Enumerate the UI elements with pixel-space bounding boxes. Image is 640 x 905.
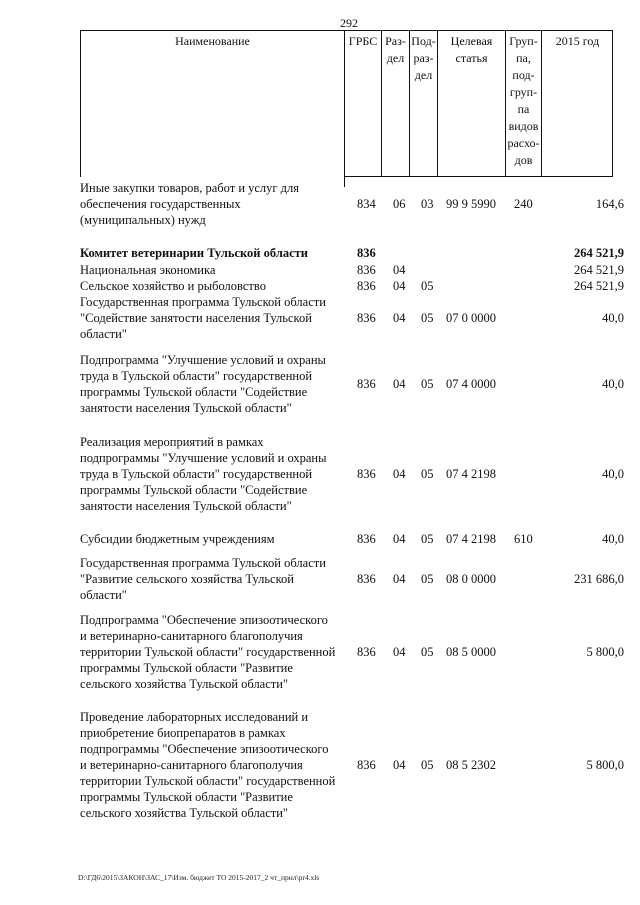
row-cs: 07 0 0000	[446, 311, 496, 325]
row-name: Национальная экономика	[80, 263, 216, 277]
row-podrazdel: 05	[421, 377, 434, 391]
row-cs: 08 0 0000	[446, 572, 496, 586]
file-path-footer: D:\ГД6\2015\ЗАКОН\ЗАС_17\Изм. бюджет ТО 2015-2017_2 чт_прил\pr4.xls	[78, 873, 320, 882]
row-sum: 264 521,9	[574, 263, 624, 277]
row-podrazdel: 05	[421, 532, 434, 546]
row-razdel: 04	[393, 572, 406, 586]
row-name: Субсидии бюджетным учреждениям	[80, 532, 275, 546]
page-number: 292	[340, 16, 358, 30]
row-name: Подпрограмма "Обеспечение эпизоотического и ветеринарно-санитарного благополучия территории Тульской области" государственной программы Тульской области "Развитие сельского хозяйства Тульской области"	[80, 613, 336, 691]
row-sum: 40,0	[602, 311, 624, 325]
row-cs: 07 4 2198	[446, 532, 496, 546]
row-podrazdel: 05	[421, 279, 434, 293]
row-sum: 264 521,9	[574, 279, 624, 293]
table-header	[80, 30, 613, 177]
row-name: Иные закупки товаров, работ и услуг для обеспечения государственных (муниципальных) нужд	[80, 181, 300, 227]
row-podrazdel: 05	[421, 572, 434, 586]
row-razdel: 06	[393, 197, 406, 211]
row-sum: 264 521,9	[574, 246, 624, 260]
row-sum: 40,0	[602, 377, 624, 391]
row-razdel: 04	[393, 467, 406, 481]
row-grbs: 836	[357, 572, 376, 586]
row-name: Реализация мероприятий в рамках подпрограммы "Улучшение условий и охраны труда в Тульской области" государственной программы Тульской области "Содействие занятости населения Тульской области"	[80, 435, 327, 513]
row-cs: 08 5 2302	[446, 758, 496, 772]
row-name: Комитет ветеринарии Тульской области	[80, 246, 308, 260]
row-grbs: 836	[357, 311, 376, 325]
row-razdel: 04	[393, 532, 406, 546]
row-grbs: 836	[357, 532, 376, 546]
row-razdel: 04	[393, 311, 406, 325]
row-name: Сельское хозяйство и рыболовство	[80, 279, 266, 293]
row-podrazdel: 05	[421, 311, 434, 325]
row-cs: 07 4 2198	[446, 467, 496, 481]
row-sum: 5 800,0	[586, 758, 624, 772]
row-razdel: 04	[393, 263, 406, 277]
row-razdel: 04	[393, 758, 406, 772]
row-grbs: 836	[357, 758, 376, 772]
row-cs: 07 4 0000	[446, 377, 496, 391]
header-bottom-border	[344, 176, 613, 177]
row-cs: 08 5 0000	[446, 645, 496, 659]
row-razdel: 04	[393, 279, 406, 293]
row-sum: 40,0	[602, 467, 624, 481]
header-right-border	[612, 30, 613, 177]
row-grbs: 836	[357, 263, 376, 277]
row-grbs: 836	[357, 279, 376, 293]
row-sum: 164,6	[595, 197, 624, 211]
row-grbs: 836	[357, 246, 376, 260]
header-podrazdel: Под- раз- дел	[409, 30, 437, 177]
row-name: Государственная программа Тульской области "Содействие занятости населения Тульской области"	[80, 295, 326, 341]
row-vr: 610	[514, 532, 533, 546]
header-year: 2015 год	[541, 30, 613, 177]
row-podrazdel: 05	[421, 467, 434, 481]
row-podrazdel: 05	[421, 645, 434, 659]
row-grbs: 836	[357, 645, 376, 659]
row-sum: 231 686,0	[574, 572, 624, 586]
header-name: Наименование	[80, 30, 344, 177]
header-grbs: ГРБС	[344, 30, 381, 177]
row-razdel: 04	[393, 377, 406, 391]
row-podrazdel: 05	[421, 758, 434, 772]
row-name: Государственная программа Тульской области "Развитие сельского хозяйства Тульской области"	[80, 556, 326, 602]
row-name: Подпрограмма "Улучшение условий и охраны труда в Тульской области" государственной программы Тульской области "Содействие занятости населения Тульской области"	[80, 353, 326, 415]
row-cs: 99 9 5990	[446, 197, 496, 211]
row-grbs: 836	[357, 467, 376, 481]
row-sum: 5 800,0	[586, 645, 624, 659]
row-podrazdel: 03	[421, 197, 434, 211]
row-vr: 240	[514, 197, 533, 211]
row-sum: 40,0	[602, 532, 624, 546]
header-vr: Груп- па, под- груп- па видов расхо- дов	[505, 30, 541, 177]
header-cs: Целевая статья	[437, 30, 505, 177]
row-grbs: 836	[357, 377, 376, 391]
row-name: Проведение лабораторных исследований и приобретение биопрепаратов в рамках подпрограммы "Обеспечение эпизоотического и ветеринарно-санитарного благополучия территории Тульской области" государственной программы Тульской области "Развитие сельского хозяйства Тульской области"	[80, 710, 336, 820]
row-grbs: 834	[357, 197, 376, 211]
header-razdel: Раз- дел	[381, 30, 409, 177]
row-razdel: 04	[393, 645, 406, 659]
